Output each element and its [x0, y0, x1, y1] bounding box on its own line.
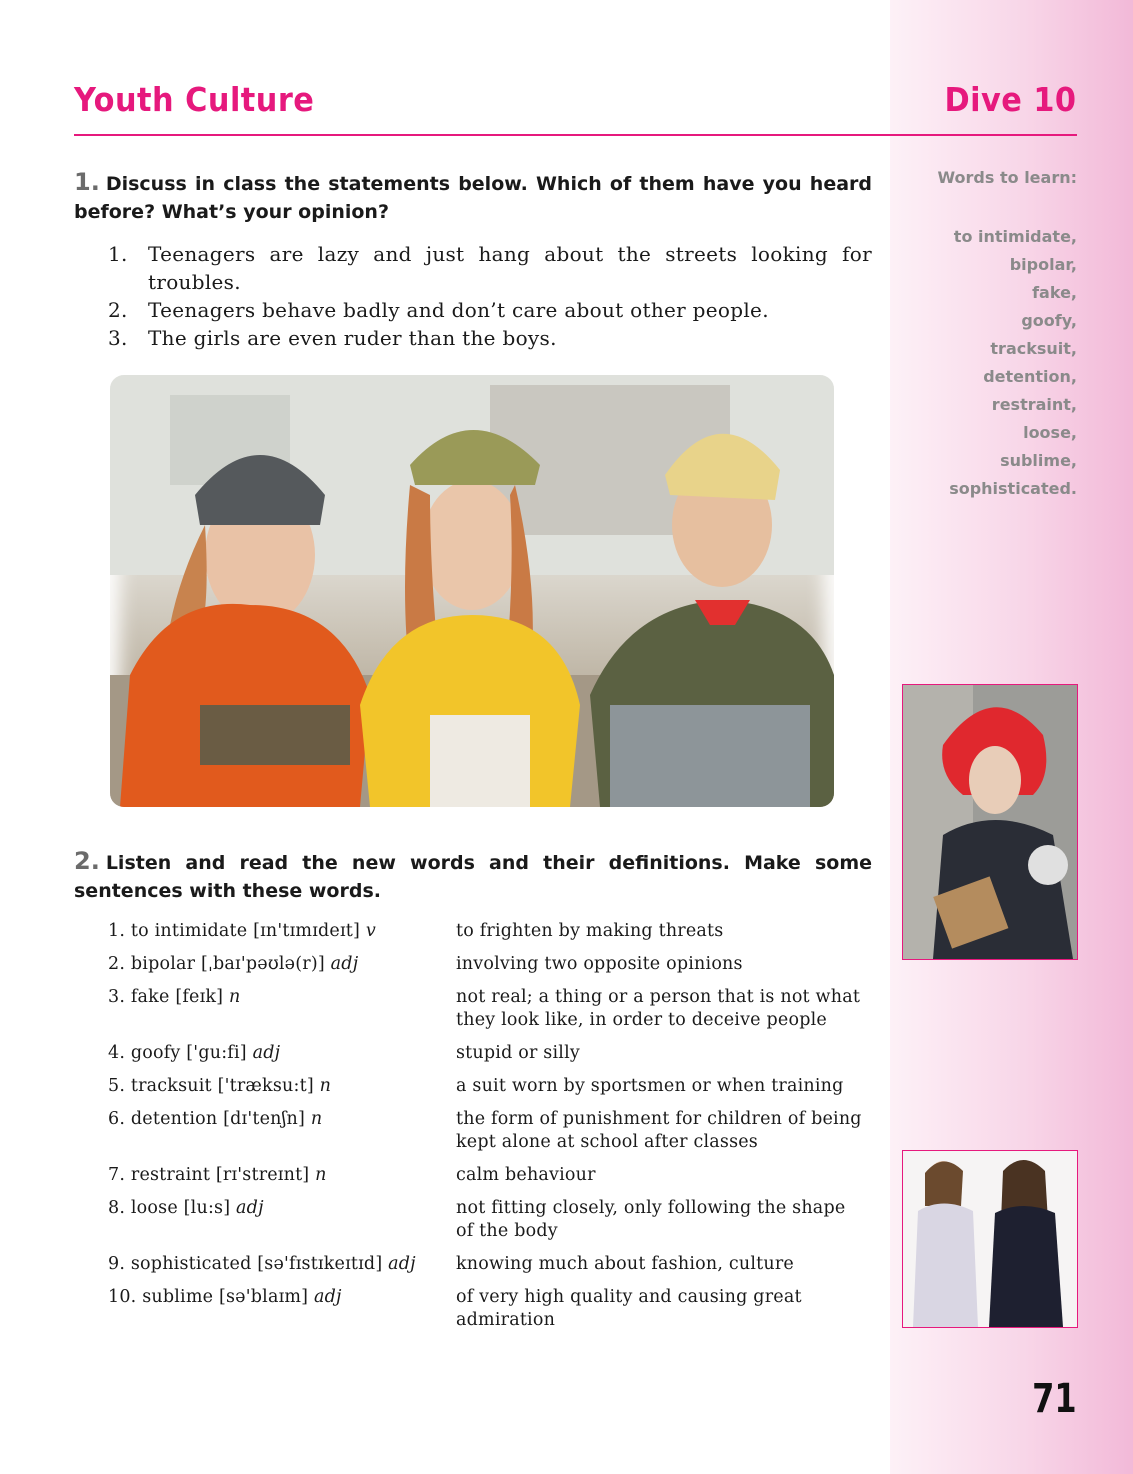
vocab-definition: a suit worn by sportsmen or when training — [456, 1076, 844, 1096]
vocab-row — [108, 1108, 878, 1154]
vocab-row — [108, 1253, 878, 1276]
vocab-definition: of very high quality and causing great admiration — [456, 1287, 802, 1330]
vocab-row — [108, 1197, 878, 1243]
words-to-learn-item: bipolar, — [1009, 255, 1077, 274]
vocab-definition: the form of punishment for children of being kept alone at school after classes — [456, 1109, 862, 1152]
statement-item — [108, 324, 872, 352]
task-1-instruction — [74, 168, 872, 226]
vocab-definition: not real; a thing or a person that is not what they look like, in order to deceive people — [456, 987, 861, 1030]
statement-text: Teenagers behave badly and don’t care about other people. — [148, 298, 769, 322]
vocab-term: 8. loose [lu:s] adj — [108, 1198, 264, 1218]
task-1-text: Discuss in class the statements below. Which of them have you heard before? What’s your opinion? — [74, 173, 872, 223]
vocab-definition: not fitting closely, only following the shape of the body — [456, 1198, 846, 1241]
vocab-row — [108, 1286, 878, 1332]
vocab-row — [108, 1042, 878, 1065]
words-to-learn-item: fake, — [1032, 283, 1077, 302]
words-to-learn-item: tracksuit, — [990, 339, 1077, 358]
fashion-girls-illustration — [903, 1151, 1077, 1327]
teenagers-photo-illustration — [110, 375, 834, 807]
statement-number: 2. — [108, 298, 128, 322]
vocab-definition: to frighten by making threats — [456, 921, 724, 941]
red-hair-cosplay-illustration — [903, 685, 1077, 959]
words-to-learn-item: sophisticated. — [949, 479, 1077, 498]
words-to-learn-list — [949, 223, 1077, 503]
statement-text: The girls are even ruder than the boys. — [148, 326, 557, 350]
words-to-learn-item: sublime, — [1000, 451, 1077, 470]
task-2-number: 2. — [74, 847, 100, 875]
page-title: Youth Culture — [74, 80, 315, 119]
page-number: 71 — [1032, 1376, 1077, 1422]
words-to-learn-item: loose, — [1023, 423, 1077, 442]
unit-title: Dive 10 — [944, 80, 1077, 119]
task-2-text: Listen and read the new words and their definitions. Make some sentences with these words. — [74, 852, 872, 902]
vocab-definition: stupid or silly — [456, 1043, 580, 1063]
vocab-term: 9. sophisticated [sə'fɪstɪkeɪtɪd] adj — [108, 1254, 416, 1274]
red-hair-cosplay-photo — [902, 684, 1078, 960]
vocab-row — [108, 953, 878, 976]
vocab-row — [108, 986, 878, 1032]
vocab-term: 7. restraint [rɪ'streɪnt] n — [108, 1165, 327, 1185]
statements-list — [108, 240, 872, 352]
vocab-definition: calm behaviour — [456, 1165, 596, 1185]
vocab-row — [108, 1164, 878, 1187]
vocab-row — [108, 920, 878, 943]
task-2-instruction — [74, 847, 872, 905]
vocab-term: 4. goofy ['gu:fi] adj — [108, 1043, 281, 1063]
task-1-number: 1. — [74, 168, 100, 196]
statement-number: 1. — [108, 242, 128, 266]
vocab-definition: involving two opposite opinions — [456, 954, 743, 974]
vocab-term: 6. detention [dɪ'tenʃn] n — [108, 1109, 323, 1129]
vocab-row — [108, 1075, 878, 1098]
statement-item — [108, 296, 872, 324]
words-to-learn-item: goofy, — [1021, 311, 1077, 330]
vocab-term: 3. fake [feɪk] n — [108, 987, 241, 1007]
words-to-learn-item: detention, — [983, 367, 1077, 386]
statement-number: 3. — [108, 326, 128, 350]
fashion-girls-photo — [902, 1150, 1078, 1328]
vocab-definition: knowing much about fashion, culture — [456, 1254, 794, 1274]
vocab-term: 5. tracksuit ['træksu:t] n — [108, 1076, 332, 1096]
statement-text: Teenagers are lazy and just hang about the streets looking for troubles. — [148, 242, 872, 294]
words-to-learn-item: to intimidate, — [953, 227, 1077, 246]
vocab-term: 10. sublime [sə'blaɪm] adj — [108, 1287, 342, 1307]
teenagers-photo — [110, 375, 834, 807]
statement-item — [108, 240, 872, 296]
vocab-term: 2. bipolar [ˌbaɪ'pəʊlə(r)] adj — [108, 954, 359, 974]
words-to-learn-heading: Words to learn: — [937, 168, 1077, 187]
vocab-term: 1. to intimidate [ɪn'tɪmɪdeɪt] v — [108, 921, 376, 941]
title-rule — [74, 134, 1077, 136]
words-to-learn-item: restraint, — [991, 395, 1077, 414]
vocabulary-list — [108, 920, 878, 1342]
